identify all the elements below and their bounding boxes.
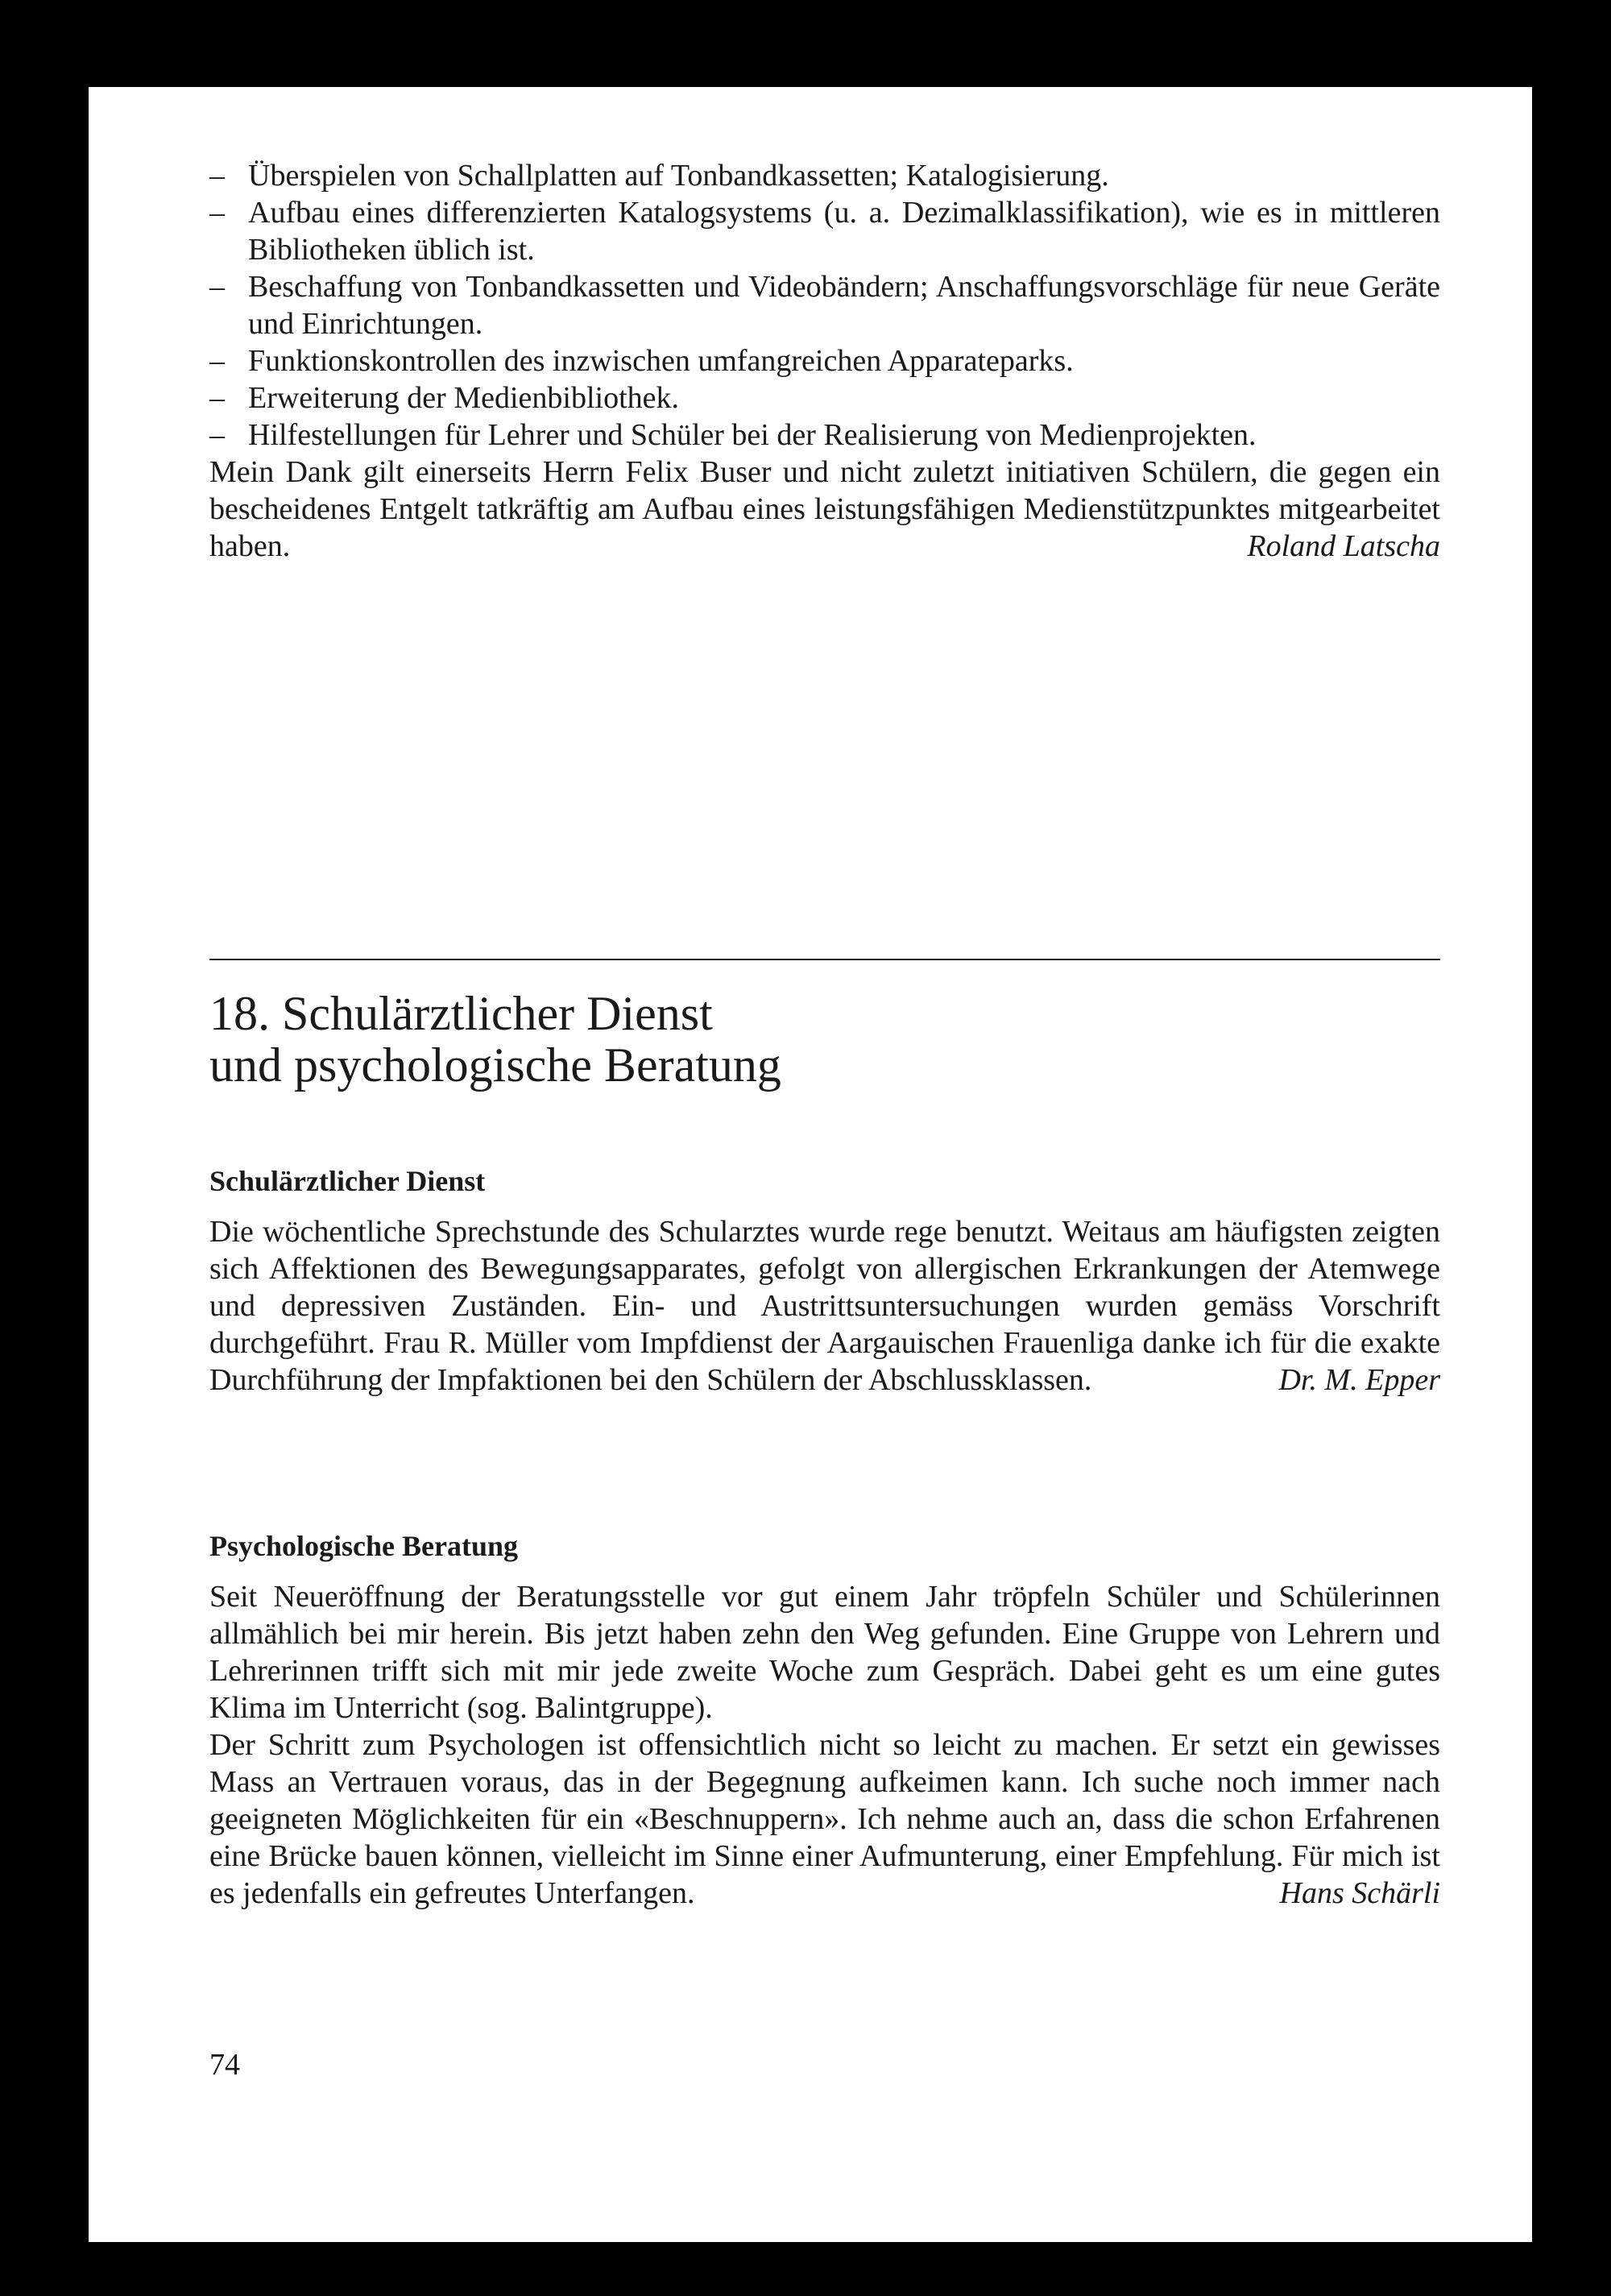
list-item: – Beschaffung von Tonbandkassetten und Videobändern; Anschaffungsvorschläge für neue Geräte und Einrichtungen.	[209, 270, 1440, 341]
author-signature: Roland Latscha	[1247, 529, 1440, 563]
chapter-heading	[209, 988, 1440, 1091]
page-number: 74	[209, 2048, 240, 2082]
chapter-title-line1: 18. Schulärztlicher Dienst	[209, 987, 713, 1040]
section-psychologie	[209, 1528, 1440, 1912]
medien-task-list	[209, 157, 1440, 454]
section-schularzt	[209, 1163, 1440, 1399]
section-paragraph: Seit Neueröffnung der Beratungsstelle vor gut einem Jahr tröpfeln Schüler und Schülerinnen allmählich bei mir herein. Bis jetzt haben zehn den Weg gefunden. Eine Gruppe von Lehrern und Lehrerinnen trifft sich mit mir jede zweite Woche zum Gespräch. Dabei geht es um eine gutes Klima im Unterricht (sog. Balintgruppe).	[209, 1580, 1440, 1725]
list-item: – Aufbau eines differenzierten Katalogsystems (u. a. Dezimalklassifikation), wie es in mittleren Bibliotheken üblich ist.	[209, 196, 1440, 267]
section-paragraph: Der Schritt zum Psychologen ist offensichtlich nicht so leicht zu machen. Er setzt ein gewisses Mass an Vertrauen voraus, das in der Begegnung aufkeimen kann. Ich suche noch immer nach geeigneten Möglichkeiten für ein «Beschnuppern». Ich nehme auch an, dass die schon Erfahrenen eine Brücke bauen können, vielleicht im Sinne einer Aufmunterung, einer Empfehlung. Für mich ist es jedenfalls ein gefreutes Unterfangen. Hans Schärli	[209, 1728, 1440, 1910]
section-heading: Schulärztlicher Dienst	[209, 1165, 486, 1197]
author-signature: Dr. M. Epper	[1278, 1363, 1440, 1397]
thanks-paragraph: Mein Dank gilt einerseits Herrn Felix Buser und nicht zuletzt initiativen Schülern, die gegen ein bescheidenes Entgelt tatkräftig am Aufbau eines leistungsfähigen Medienstützpunktes mitgearbeitet haben. Roland Latscha	[209, 455, 1440, 563]
list-item: – Überspielen von Schallplatten auf Tonbandkassetten; Katalogisierung.	[209, 159, 1109, 193]
list-item: – Hilfestellungen für Lehrer und Schüler bei der Realisierung von Medienprojekten.	[209, 418, 1257, 452]
list-item: – Funktionskontrollen des inzwischen umfangreichen Apparateparks.	[209, 344, 1074, 378]
chapter-divider	[209, 959, 1440, 960]
chapter-title-line2: und psychologische Beratung	[209, 1038, 781, 1092]
section-heading: Psychologische Beratung	[209, 1530, 518, 1562]
intro-section	[209, 157, 1440, 565]
author-signature: Hans Schärli	[1279, 1876, 1440, 1910]
list-item: – Erweiterung der Medienbibliothek.	[209, 381, 680, 415]
section-paragraph: Die wöchentliche Sprechstunde des Schularztes wurde rege benutzt. Weitaus am häufigsten zeigten sich Affektionen des Bewegungsapparates, gefolgt von allergischen Erkrankungen der Atemwege und depressiven Zuständen. Ein- und Austrittsuntersuchungen wurden gemäss Vorschrift durchgeführt. Frau R. Müller vom Impfdienst der Aargauischen Frauenliga danke ich für die exakte Durchführung der Impfaktionen bei den Schülern der Abschlussklassen. Dr. M. Epper	[209, 1215, 1440, 1397]
